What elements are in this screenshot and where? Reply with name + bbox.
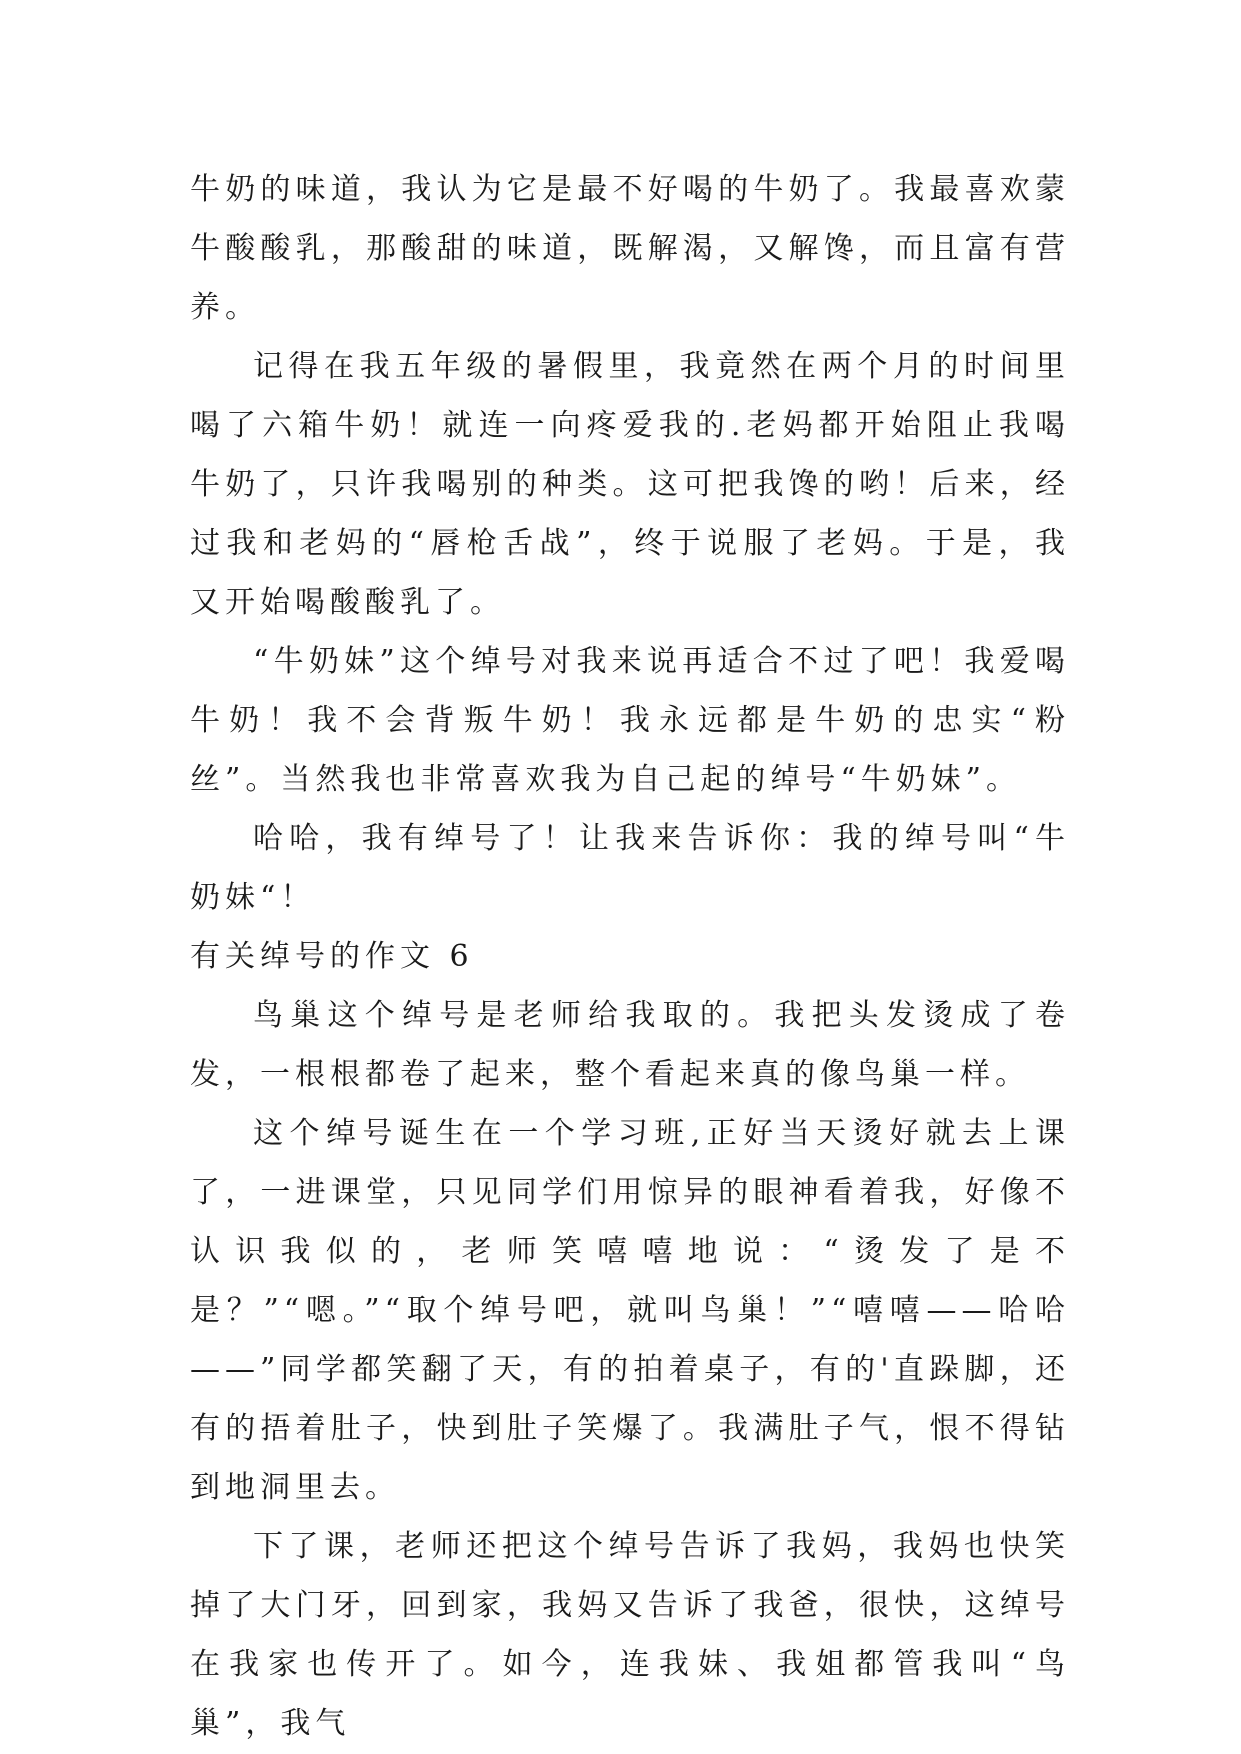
paragraph: 这个绰号诞生在一个学习班,正好当天烫好就去上课了，一进课堂，只见同学们用惊异的眼神看着我，好像不认识我似的，老师笑嘻嘻地说：“烫发了是不是？”“嗯。”“取个绰号吧，就叫鸟巢！”“嘻嘻——哈哈——”同学都笑翻了天，有的拍着桌子，有的'直跺脚，还有的捂着肚子，快到肚子笑爆了。我满肚子气，恨不得钻到地洞里去。	[190, 1116, 1070, 1505]
paragraph: 牛奶的味道，我认为它是最不好喝的牛奶了。我最喜欢蒙牛酸酸乳，那酸甜的味道，既解渴，又解馋，而且富有营养。	[190, 172, 1070, 325]
paragraph: 下了课，老师还把这个绰号告诉了我妈，我妈也快笑掉了大门牙，回到家，我妈又告诉了我爸，很快，这绰号在我家也传开了。如今，连我妹、我姐都管我叫“鸟巢”，我气	[190, 1529, 1070, 1741]
paragraph: 鸟巢这个绰号是老师给我取的。我把头发烫成了卷发，一根根都卷了起来，整个看起来真的像鸟巢一样。	[190, 998, 1070, 1092]
paragraph: 哈哈，我有绰号了！让我来告诉你：我的绰号叫“牛奶妹“！	[190, 821, 1070, 915]
section-heading: 有关绰号的作文 6	[190, 939, 474, 974]
paragraph: 记得在我五年级的暑假里，我竟然在两个月的时间里喝了六箱牛奶！就连一向疼爱我的.老妈都开始阻止我喝牛奶了，只许我喝别的种类。这可把我馋的哟！后来，经过我和老妈的“唇枪舌战”，终于说服了老妈。于是，我又开始喝酸酸乳了。	[190, 349, 1070, 620]
paragraph: “牛奶妹”这个绰号对我来说再适合不过了吧！我爱喝牛奶！我不会背叛牛奶！我永远都是牛奶的忠实“粉丝”。当然我也非常喜欢我为自己起的绰号“牛奶妹”。	[190, 644, 1070, 797]
document-body	[190, 160, 1070, 1753]
